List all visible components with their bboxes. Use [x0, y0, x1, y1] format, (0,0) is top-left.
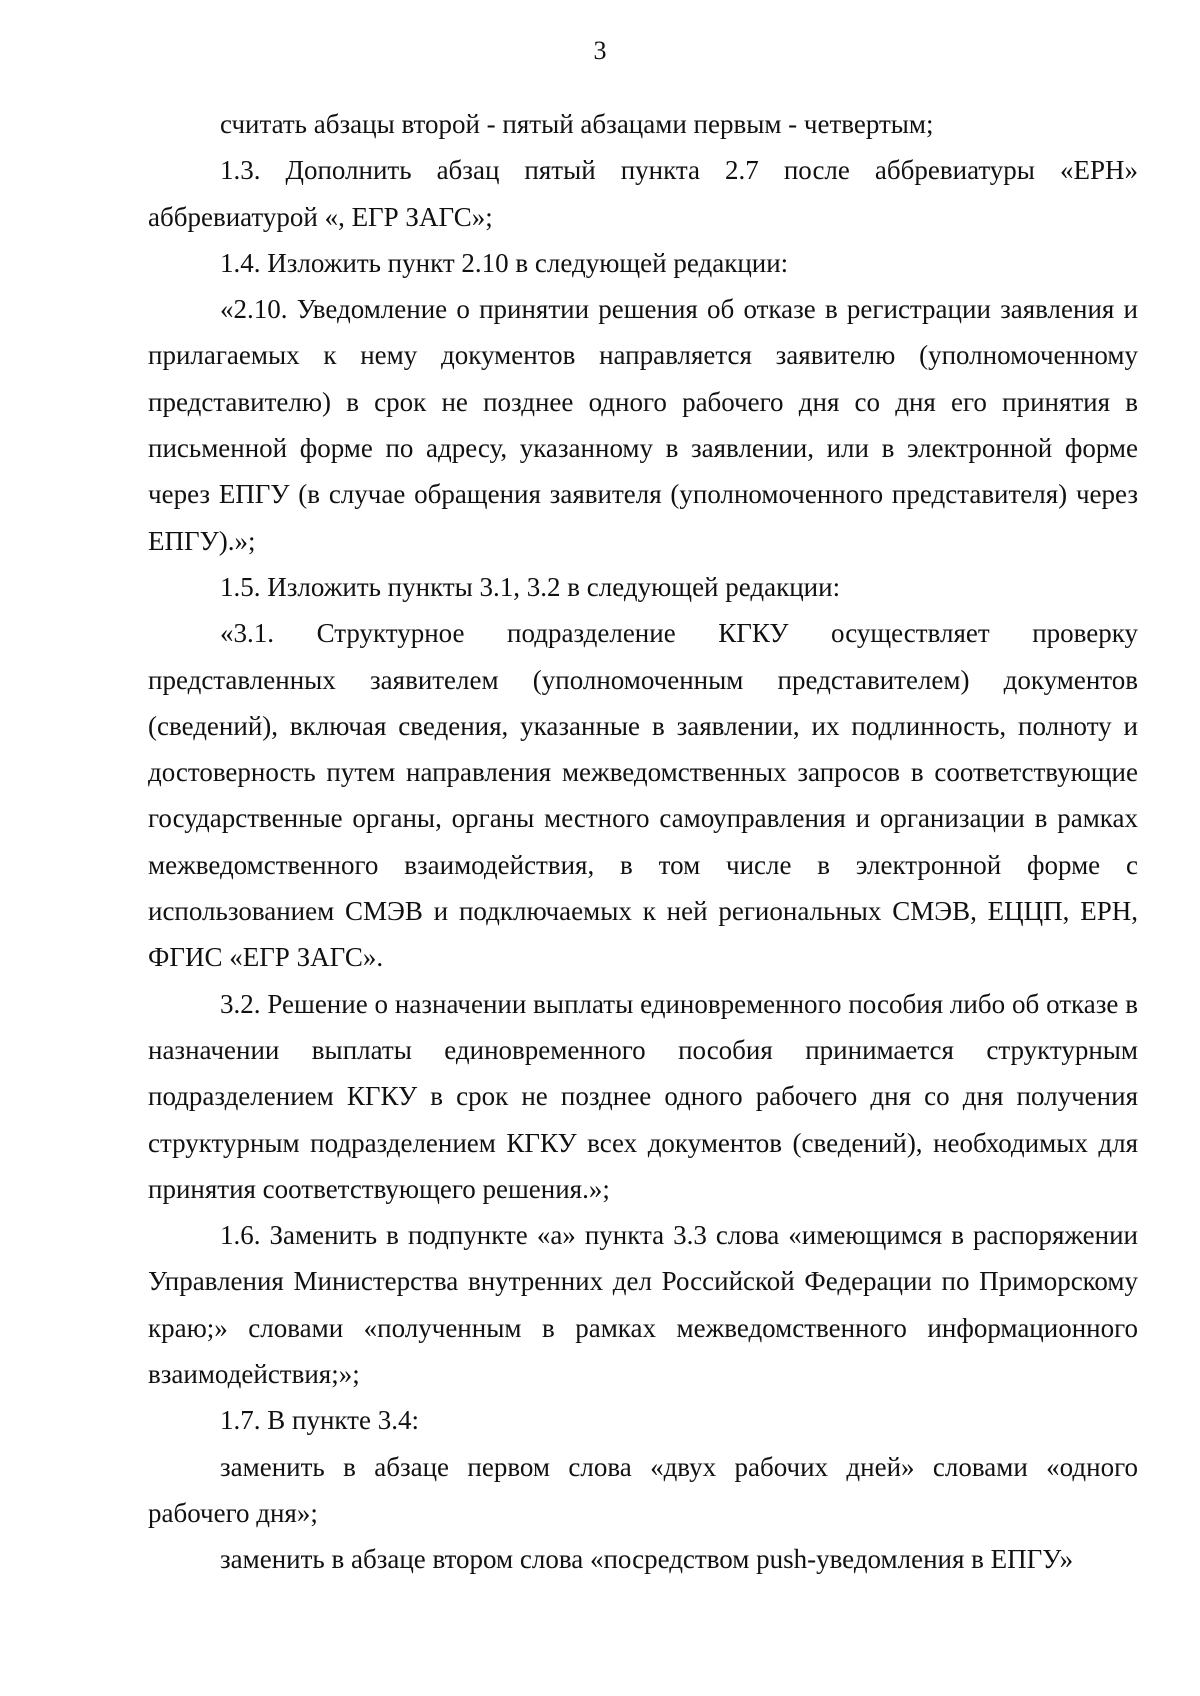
paragraph-replace-first-abzats: заменить в абзаце первом слова «двух рабочих дней» словами «одного рабочего дня»;	[148, 1451, 1138, 1528]
paragraph-abzats-renumber: считать абзацы второй - пятый абзацами первым - четвертым;	[220, 109, 934, 139]
page-number: 3	[593, 36, 607, 65]
paragraph-clause-3-2: 3.2. Решение о назначении выплаты единовременного пособия либо об отказе в назначении выплаты единовременного пособия принимается структурным подразделением КГКУ в срок не позднее одного рабочего дня со дня получения структурным подразделением КГКУ всех документов (сведений), необходимых для принятия соответствующего решения.»;	[148, 988, 1138, 1204]
paragraph-item-1-3: 1.3. Дополнить абзац пятый пункта 2.7 после аббревиатуры «ЕРН» аббревиатурой «, ЕГР ЗАГС»;	[148, 155, 1138, 232]
paragraph-item-1-7: 1.7. В пункте 3.4:	[220, 1405, 419, 1436]
paragraph-item-1-6: 1.6. Заменить в подпункте «а» пункта 3.3 слова «имеющимся в распоряжении Управления Министерства внутренних дел Российской Федерации по Приморскому краю;» словами «полученным в рамках межведомственного информационного взаимодействия;»;	[148, 1220, 1138, 1390]
paragraph-replace-second-abzats: заменить в абзаце втором слова «посредством push-уведомления в ЕПГУ»	[220, 1544, 1074, 1575]
paragraph-clause-2-10: «2.10. Уведомление о принятии решения об отказе в регистрации заявления и прилагаемых к нему документов направляется заявителю (уполномоченному представителю) в срок не позднее одного рабочего дня со дня его принятия в письменной форме по адресу, указанному в заявлении, или в электронной форме через ЕПГУ (в случае обращения заявителя (уполномоченного представителя) через ЕПГУ).»;	[148, 294, 1138, 556]
paragraph-item-1-4: 1.4. Изложить пункт 2.10 в следующей редакции:	[220, 247, 789, 278]
document-body	[148, 101, 1138, 1583]
paragraph-clause-3-1: «3.1. Структурное подразделение КГКУ осуществляет проверку представленных заявителем (уполномоченным представителем) документов (сведений), включая сведения, указанные в заявлении, их подлинность, полноту и достоверность путем направления межведомственных запросов в соответствующие государственные органы, органы местного самоуправления и организации в рамках межведомственного взаимодействия, в том числе в электронной форме с использованием СМЭВ и подключаемых к ней региональных СМЭВ, ЕЦЦП, ЕРН, ФГИС «ЕГР ЗАГС».	[148, 618, 1138, 973]
paragraph-item-1-5: 1.5. Изложить пункты 3.1, 3.2 в следующей редакции:	[220, 571, 841, 602]
